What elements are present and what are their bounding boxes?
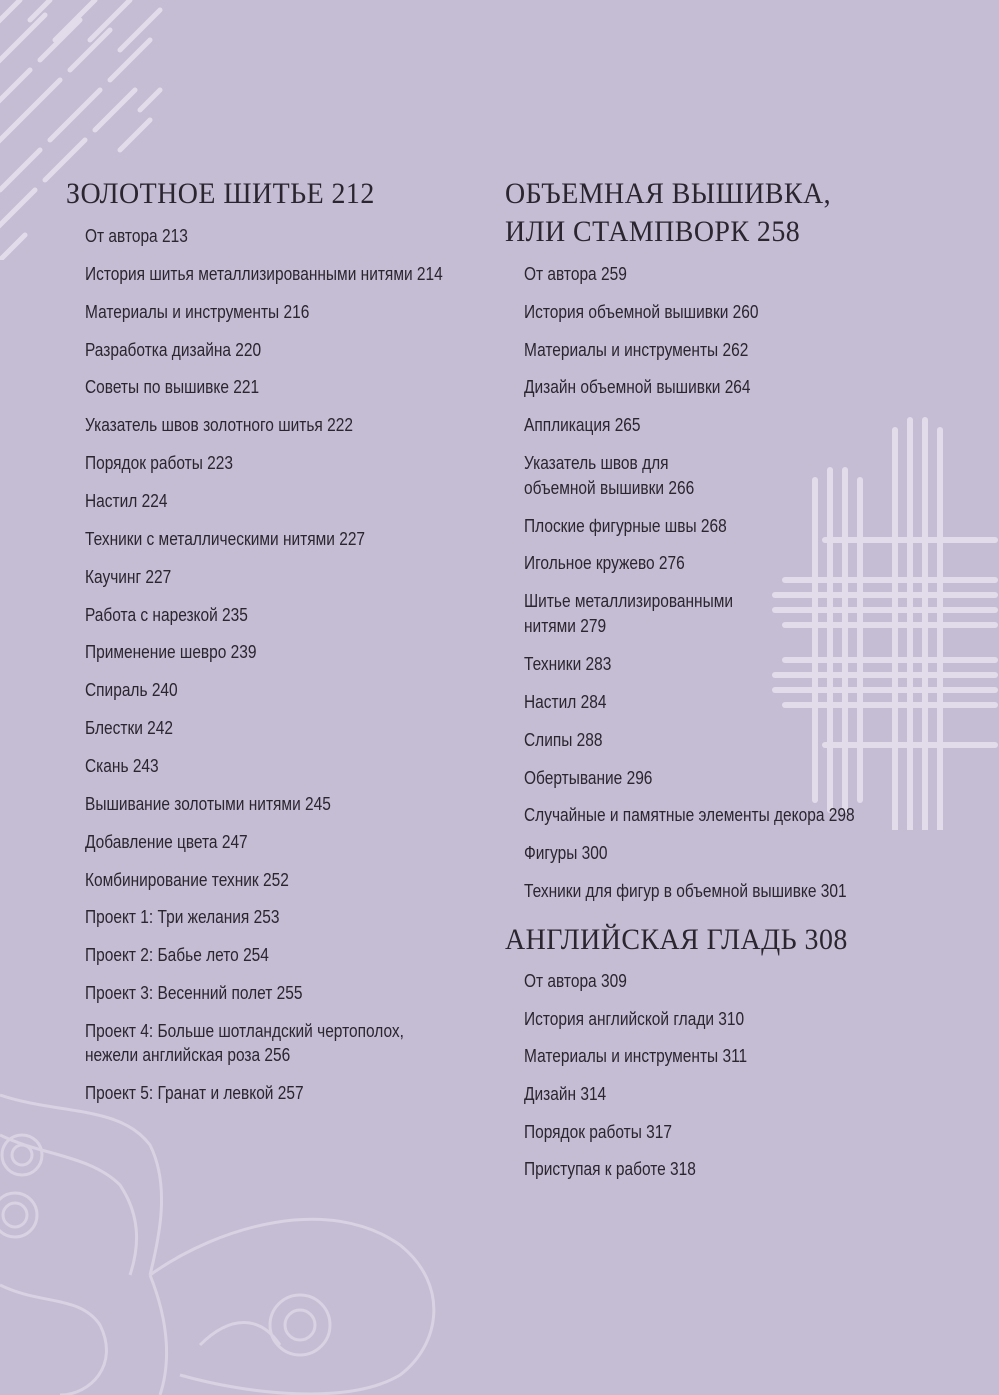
- toc-entry[interactable]: Разработка дизайна 220: [85, 340, 262, 360]
- toc-entry[interactable]: Блестки 242: [85, 718, 174, 738]
- toc-entry[interactable]: История шитья металлизированными нитями 214: [85, 264, 443, 284]
- toc-entry[interactable]: История английской глади 310: [524, 1009, 745, 1029]
- butterfly-ornament: [0, 1075, 480, 1395]
- toc-entry[interactable]: Проект 4: Больше шотландский чертополох,: [85, 1021, 404, 1041]
- toc-entry[interactable]: Проект 5: Гранат и левкой 257: [85, 1083, 304, 1103]
- toc-entry[interactable]: Материалы и инструменты 262: [524, 340, 749, 360]
- toc-entry[interactable]: Комбинирование техник 252: [85, 870, 289, 890]
- toc-entry[interactable]: Указатель швов для: [524, 453, 669, 473]
- toc-entry[interactable]: Плоские фигурные швы 268: [524, 516, 727, 536]
- toc-entry[interactable]: Фигуры 300: [524, 843, 608, 863]
- toc-entry[interactable]: Спираль 240: [85, 680, 178, 700]
- toc-entry[interactable]: Добавление цвета 247: [85, 832, 248, 852]
- toc-entry[interactable]: Случайные и памятные элементы декора 298: [524, 805, 855, 825]
- toc-entry[interactable]: Техники с металлическими нитями 227: [85, 529, 366, 549]
- toc-entry[interactable]: Обертывание 296: [524, 768, 653, 788]
- toc-entry[interactable]: Техники для фигур в объемной вышивке 301: [524, 881, 847, 901]
- toc-entry[interactable]: Порядок работы 223: [85, 453, 233, 473]
- whitework-section-title: АНГЛИЙСКАЯ ГЛАДЬ 308: [505, 923, 848, 956]
- dash-pattern-ornament: [0, 0, 180, 260]
- toc-entry[interactable]: Вышивание золотыми нитями 245: [85, 794, 331, 814]
- toc-entry[interactable]: От автора 259: [524, 264, 627, 284]
- toc-entry[interactable]: Дизайн 314: [524, 1084, 607, 1104]
- lattice-ornament: [745, 410, 999, 830]
- toc-entry[interactable]: Игольное кружево 276: [524, 553, 685, 573]
- toc-entry[interactable]: Настил 284: [524, 692, 607, 712]
- toc-entry[interactable]: Указатель швов золотного шитья 222: [85, 415, 353, 435]
- toc-entry[interactable]: Проект 2: Бабье лето 254: [85, 945, 269, 965]
- toc-entry[interactable]: История объемной вышивки 260: [524, 302, 759, 322]
- toc-entry[interactable]: Проект 1: Три желания 253: [85, 907, 280, 927]
- toc-entry[interactable]: Материалы и инструменты 311: [524, 1046, 748, 1066]
- toc-entry-continuation[interactable]: объемной вышивки 266: [524, 478, 695, 498]
- stumpwork-section-title-line1: ОБЪЕМНАЯ ВЫШИВКА,: [505, 177, 832, 210]
- toc-entry-continuation[interactable]: нежели английская роза 256: [85, 1045, 291, 1065]
- toc-entry[interactable]: Применение шевро 239: [85, 642, 257, 662]
- toc-entry[interactable]: Проект 3: Весенний полет 255: [85, 983, 303, 1003]
- stumpwork-section-title-line2: ИЛИ СТАМПВОРК 258: [505, 215, 801, 248]
- toc-entry-continuation[interactable]: нитями 279: [524, 616, 607, 636]
- toc-entry[interactable]: Дизайн объемной вышивки 264: [524, 377, 751, 397]
- toc-entry[interactable]: Слипы 288: [524, 730, 603, 750]
- toc-entry[interactable]: Техники 283: [524, 654, 612, 674]
- toc-entry[interactable]: Работа с нарезкой 235: [85, 605, 248, 625]
- toc-entry[interactable]: Каучинг 227: [85, 567, 172, 587]
- toc-entry[interactable]: От автора 213: [85, 226, 188, 246]
- toc-entry[interactable]: Материалы и инструменты 216: [85, 302, 310, 322]
- toc-entry[interactable]: Приступая к работе 318: [524, 1159, 696, 1179]
- toc-entry[interactable]: Шитье металлизированными: [524, 591, 734, 611]
- toc-entry[interactable]: Настил 224: [85, 491, 168, 511]
- toc-entry[interactable]: Советы по вышивке 221: [85, 377, 260, 397]
- toc-entry[interactable]: Аппликация 265: [524, 415, 641, 435]
- toc-entry[interactable]: Скань 243: [85, 756, 159, 776]
- toc-entry[interactable]: Порядок работы 317: [524, 1122, 672, 1142]
- goldwork-section-title: ЗОЛОТНОЕ ШИТЬЕ 212: [66, 177, 375, 210]
- toc-entry[interactable]: От автора 309: [524, 971, 627, 991]
